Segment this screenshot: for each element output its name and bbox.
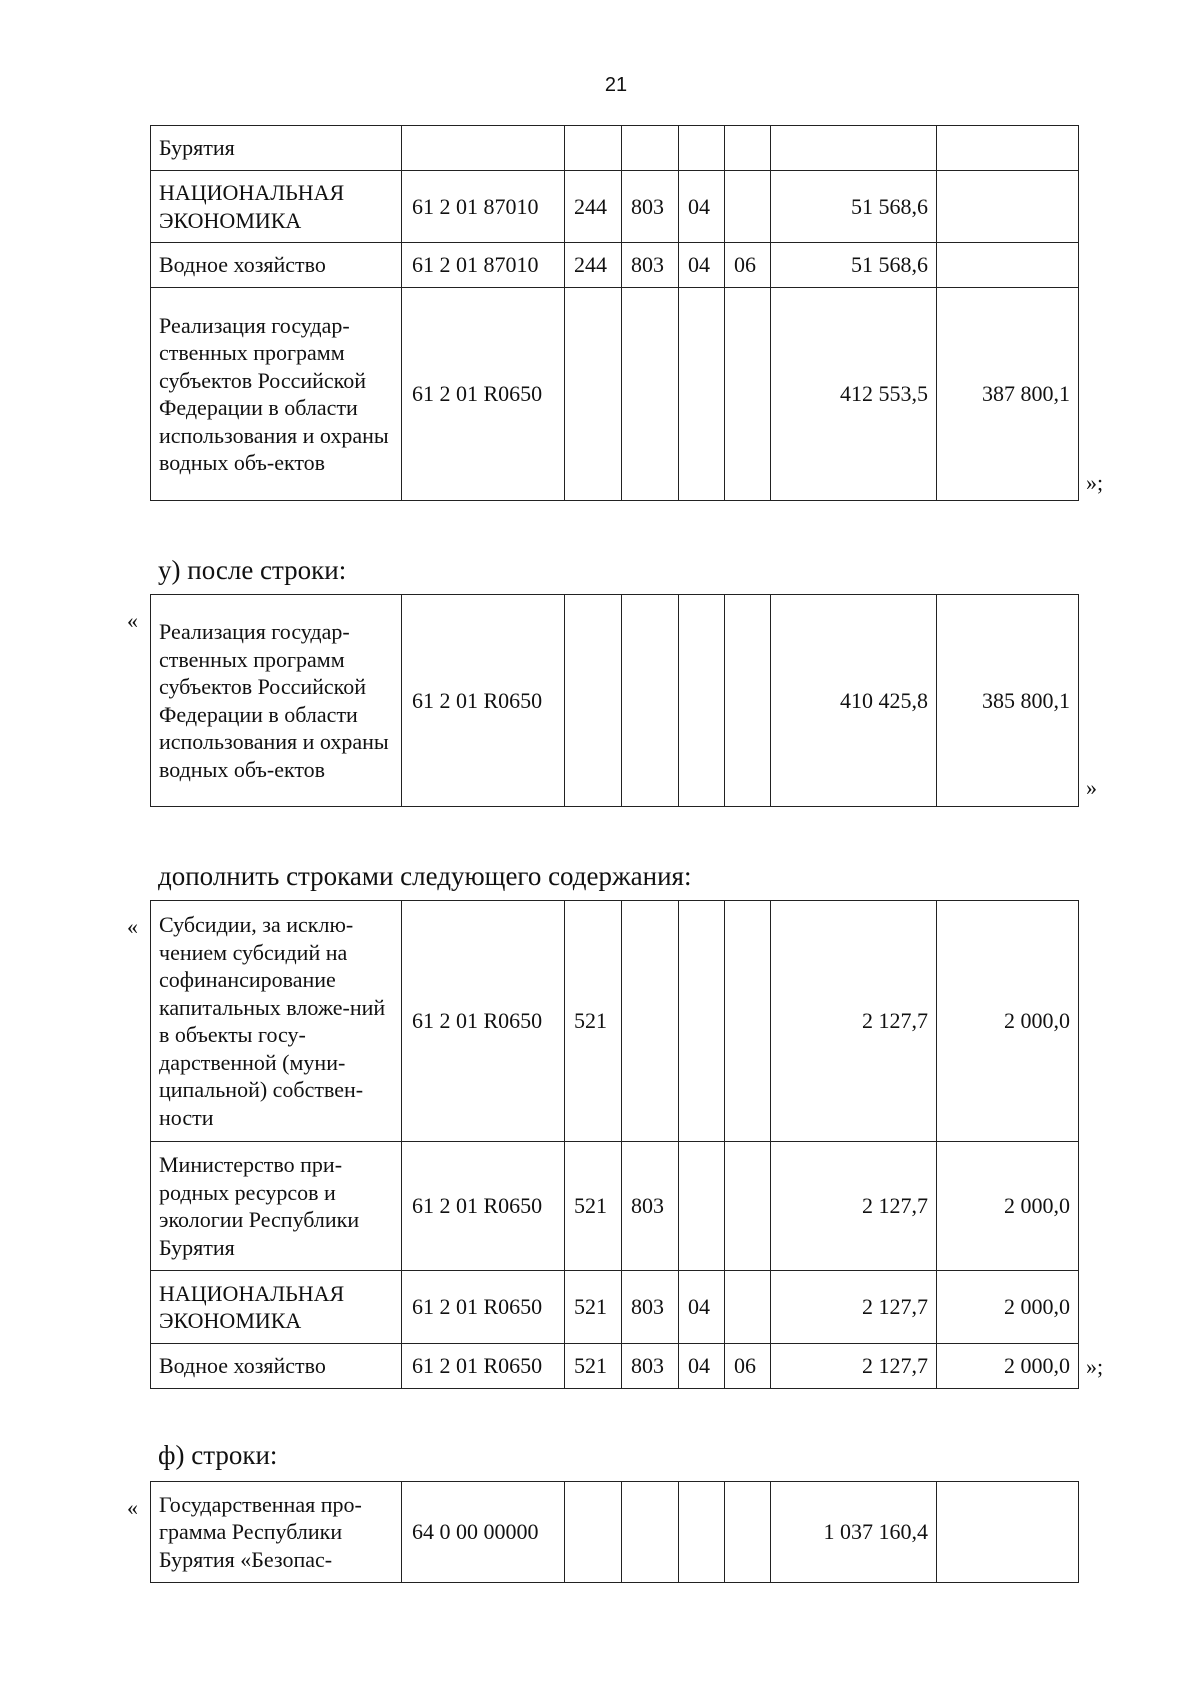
target-article-cell: 64 0 00 00000	[402, 1482, 565, 1583]
section-heading: дополнить строками следующего содержания:	[158, 861, 692, 891]
section-cell	[679, 1142, 725, 1271]
expense-type-cell	[565, 595, 622, 807]
section-cell: 04	[679, 243, 725, 288]
amount-cell: 2 127,7	[771, 1142, 937, 1271]
target-article-cell: 61 2 01 R0650	[402, 1344, 565, 1389]
target-article-cell: 61 2 01 R0650	[402, 1271, 565, 1344]
federal-amount-cell: 2 000,0	[937, 901, 1079, 1142]
row-name-cell: Реализация государ-ственных программ субъектов Российской Федерации в области использования и охраны водных объ-ектов	[151, 288, 402, 501]
close-quote: »;	[1086, 470, 1104, 495]
ministry-code-cell: 803	[622, 243, 679, 288]
section-cell: 04	[679, 1344, 725, 1389]
section-cell	[679, 288, 725, 501]
ministry-code-cell: 803	[622, 1344, 679, 1389]
table-row	[151, 1271, 1079, 1344]
amount-cell: 412 553,5	[771, 288, 937, 501]
budget-table-added-rows	[150, 900, 1079, 1389]
amount-cell: 1 037 160,4	[771, 1482, 937, 1583]
table-row	[151, 126, 1079, 171]
open-quote: «	[127, 608, 138, 633]
expense-type-cell: 521	[565, 1344, 622, 1389]
ministry-code-cell	[622, 1482, 679, 1583]
subsection-cell	[725, 288, 771, 501]
target-article-cell: 61 2 01 R0650	[402, 1142, 565, 1271]
section-cell: 04	[679, 1271, 725, 1344]
table-row	[151, 243, 1079, 288]
federal-amount-cell	[937, 1482, 1079, 1583]
section-cell	[679, 126, 725, 171]
section-cell	[679, 901, 725, 1142]
subsection-cell	[725, 1271, 771, 1344]
row-name-cell: Субсидии, за исклю-чением субсидий на софинансирование капитальных вложе-ний в объекты госу-дарственной (муни-ципальной) собствен-ности	[151, 901, 402, 1142]
ministry-code-cell	[622, 901, 679, 1142]
page-number: 21	[604, 74, 628, 96]
target-article-cell: 61 2 01 R0650	[402, 901, 565, 1142]
section-heading: у) после строки:	[158, 555, 347, 585]
table-row	[151, 288, 1079, 501]
amount-cell: 2 127,7	[771, 901, 937, 1142]
ministry-code-cell: 803	[622, 171, 679, 243]
federal-amount-cell: 387 800,1	[937, 288, 1079, 501]
ministry-code-cell: 803	[622, 1271, 679, 1344]
federal-amount-cell: 385 800,1	[937, 595, 1079, 807]
budget-table-rows	[150, 1481, 1079, 1583]
table-row	[151, 1142, 1079, 1271]
close-quote: »	[1086, 775, 1097, 800]
subsection-cell	[725, 901, 771, 1142]
federal-amount-cell	[937, 126, 1079, 171]
ministry-code-cell	[622, 126, 679, 171]
subsection-cell	[725, 1482, 771, 1583]
expense-type-cell	[565, 126, 622, 171]
subsection-cell	[725, 171, 771, 243]
amount-cell: 51 568,6	[771, 243, 937, 288]
target-article-cell: 61 2 01 87010	[402, 171, 565, 243]
amount-cell: 51 568,6	[771, 171, 937, 243]
expense-type-cell: 521	[565, 1142, 622, 1271]
amount-cell: 2 127,7	[771, 1344, 937, 1389]
row-name-cell: НАЦИОНАЛЬНАЯ ЭКОНОМИКА	[151, 1271, 402, 1344]
federal-amount-cell: 2 000,0	[937, 1271, 1079, 1344]
open-quote: «	[127, 914, 138, 939]
table-row	[151, 1482, 1079, 1583]
row-name-cell: НАЦИОНАЛЬНАЯ ЭКОНОМИКА	[151, 171, 402, 243]
section-cell	[679, 595, 725, 807]
expense-type-cell: 521	[565, 1271, 622, 1344]
amount-cell: 2 127,7	[771, 1271, 937, 1344]
ministry-code-cell: 803	[622, 1142, 679, 1271]
table-row	[151, 171, 1079, 243]
budget-table-after-row	[150, 594, 1079, 807]
section-cell: 04	[679, 171, 725, 243]
table-row	[151, 595, 1079, 807]
federal-amount-cell	[937, 171, 1079, 243]
row-name-cell: Реализация государ-ственных программ субъектов Российской Федерации в области использования и охраны водных объ-ектов	[151, 595, 402, 807]
open-quote: «	[127, 1495, 138, 1520]
table-row	[151, 1344, 1079, 1389]
subsection-cell	[725, 595, 771, 807]
subsection-cell: 06	[725, 1344, 771, 1389]
budget-table-continuation	[150, 125, 1079, 501]
row-name-cell: Водное хозяйство	[151, 243, 402, 288]
row-name-cell: Водное хозяйство	[151, 1344, 402, 1389]
ministry-code-cell	[622, 288, 679, 501]
amount-cell: 410 425,8	[771, 595, 937, 807]
section-heading: ф) строки:	[158, 1440, 278, 1470]
federal-amount-cell	[937, 243, 1079, 288]
row-name-cell: Бурятия	[151, 126, 402, 171]
federal-amount-cell: 2 000,0	[937, 1142, 1079, 1271]
ministry-code-cell	[622, 595, 679, 807]
subsection-cell	[725, 1142, 771, 1271]
target-article-cell: 61 2 01 R0650	[402, 288, 565, 501]
close-quote: »;	[1086, 1354, 1104, 1379]
subsection-cell	[725, 126, 771, 171]
expense-type-cell: 521	[565, 901, 622, 1142]
expense-type-cell: 244	[565, 171, 622, 243]
row-name-cell: Министерство при-родных ресурсов и экологии Республики Бурятия	[151, 1142, 402, 1271]
expense-type-cell: 244	[565, 243, 622, 288]
section-cell	[679, 1482, 725, 1583]
target-article-cell: 61 2 01 R0650	[402, 595, 565, 807]
subsection-cell: 06	[725, 243, 771, 288]
expense-type-cell	[565, 288, 622, 501]
federal-amount-cell: 2 000,0	[937, 1344, 1079, 1389]
amount-cell	[771, 126, 937, 171]
target-article-cell	[402, 126, 565, 171]
target-article-cell: 61 2 01 87010	[402, 243, 565, 288]
row-name-cell: Государственная про-грамма Республики Бурятия «Безопас-	[151, 1482, 402, 1583]
table-row	[151, 901, 1079, 1142]
expense-type-cell	[565, 1482, 622, 1583]
